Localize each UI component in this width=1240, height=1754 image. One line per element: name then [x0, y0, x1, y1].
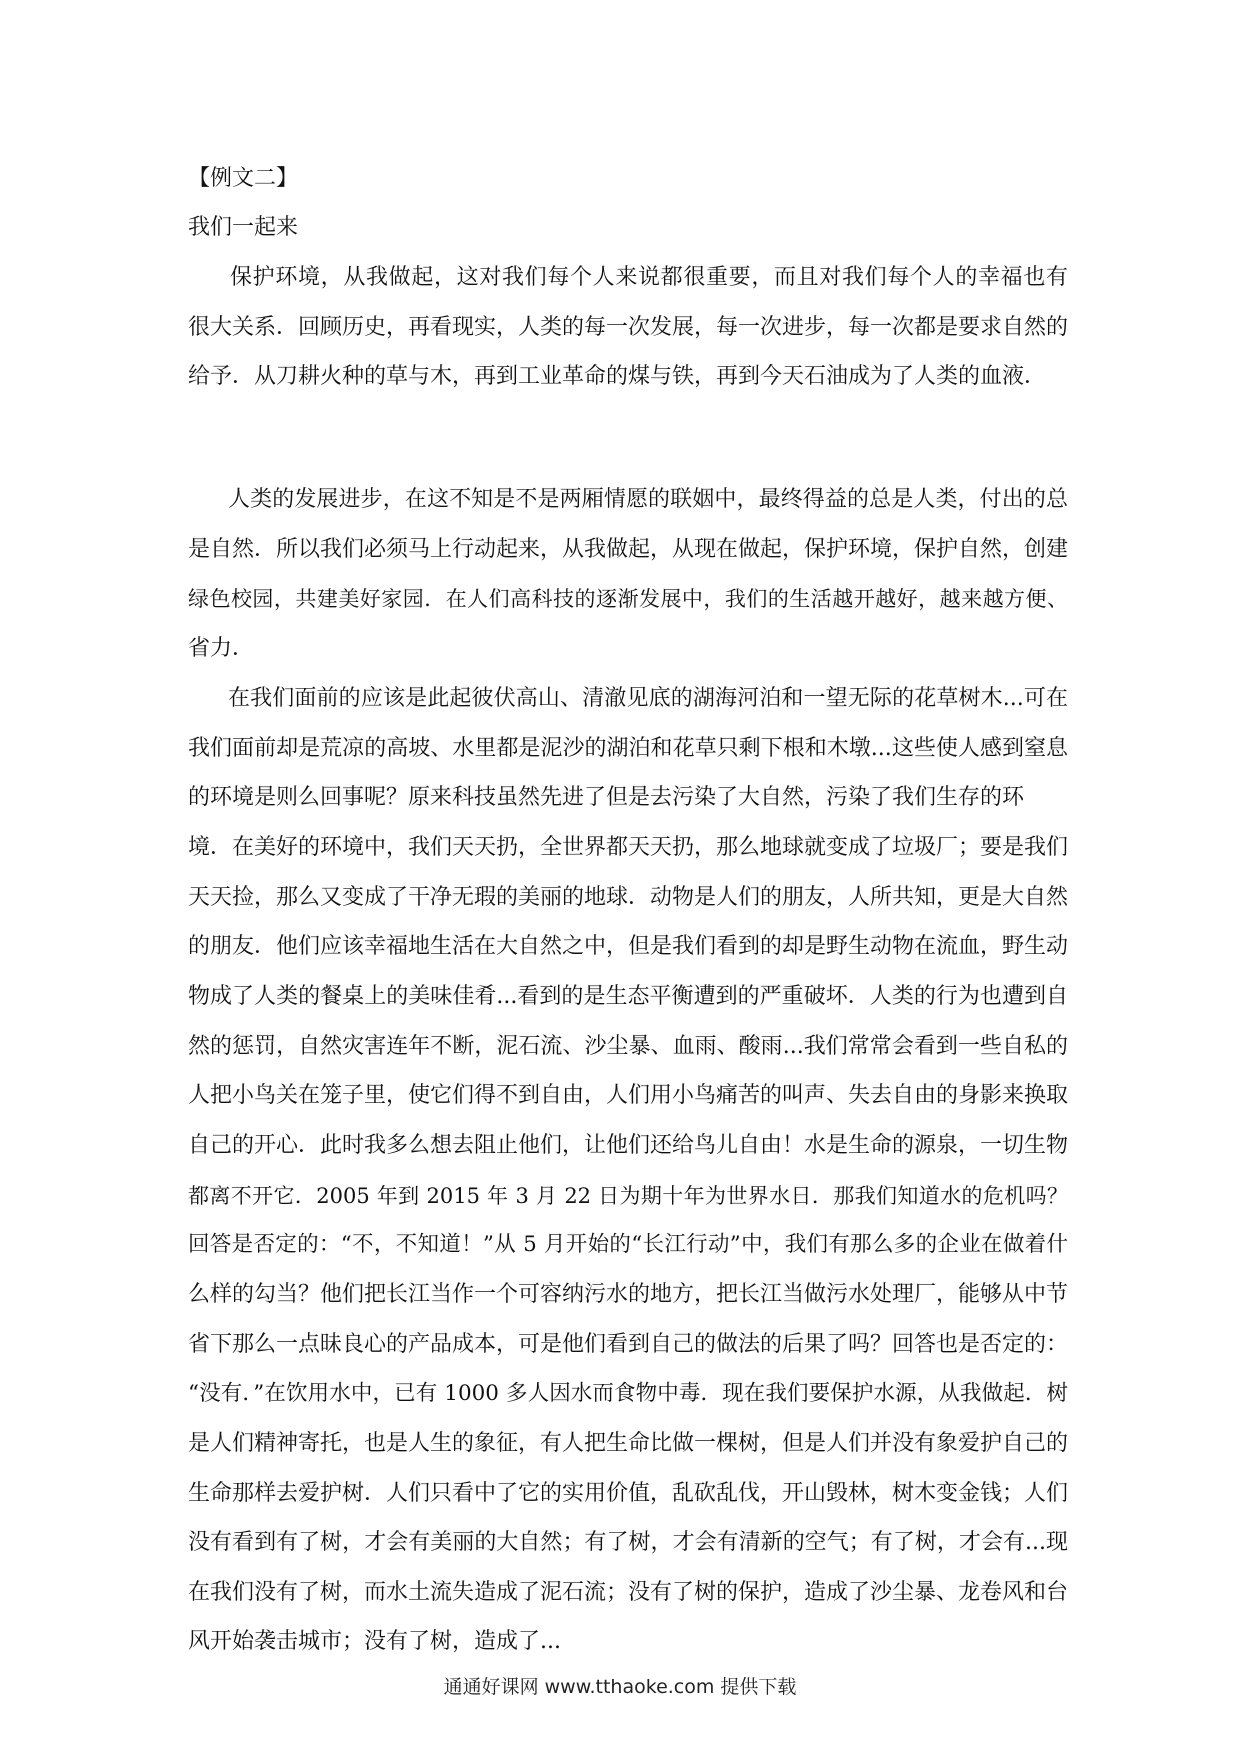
- paragraph-line: 在我们没有了树，而水土流失造成了泥石流；没有了树的保护，造成了沙尘暴、龙卷风和台: [188, 1580, 1069, 1605]
- example-label: 【例文二】: [188, 166, 299, 191]
- paragraph-line: 是人们精神寄托，也是人生的象征，有人把生命比做一棵树，但是人们并没有象爱护自己的: [188, 1431, 1069, 1456]
- paragraph-line: 是自然．所以我们必须马上行动起来，从我做起，从现在做起，保护环境，保护自然，创建: [188, 537, 1069, 562]
- essay-title: 我们一起来: [188, 215, 299, 240]
- paragraph-line: 的环境是则么回事呢？原来科技虽然先进了但是去污染了大自然，污染了我们生存的环: [188, 785, 1025, 810]
- paragraph-line: 天天捡，那么又变成了干净无瑕的美丽的地球．动物是人们的朋友，人所共知，更是大自然: [188, 885, 1069, 910]
- paragraph-line: 都离不开它．2005 年到 2015 年 3 月 22 日为期十年为世界水日．那我们知道水的危机吗？: [188, 1184, 1068, 1208]
- paragraph-line: 回答是否定的：“不，不知道！”从 5 月开始的“长江行动”中，我们有那么多的企业在做着什: [188, 1232, 1068, 1257]
- paragraph-line: 保护环境，从我做起，这对我们每个人来说都很重要，而且对我们每个人的幸福也有: [230, 265, 1068, 290]
- paragraph-line: 省力．: [188, 636, 255, 661]
- paragraph-line: “没有．”在饮用水中，已有 1000 多人因水而食物中毒．现在我们要保护水源，从我做起．树: [188, 1381, 1068, 1406]
- paragraph-line: 没有看到有了树，才会有美丽的大自然；有了树，才会有清新的空气；有了树，才会有...现: [188, 1530, 1068, 1555]
- page-footer: 通通好课网 www.tthaoke.com 提供下载: [443, 1676, 797, 1698]
- paragraph-line: 的朋友．他们应该幸福地生活在大自然之中，但是我们看到的却是野生动物在流血，野生动: [188, 934, 1069, 959]
- paragraph-line: 然的惩罚，自然灾害连年不断，泥石流、沙尘暴、血雨、酸雨...我们常常会看到一些自私的: [188, 1034, 1068, 1059]
- paragraph-line: 给予．从刀耕火种的草与木，再到工业革命的煤与铁，再到今天石油成为了人类的血液．: [188, 364, 1047, 389]
- paragraph-line: 么样的勾当？他们把长江当作一个可容纳污水的地方，把长江当做污水处理厂，能够从中节: [188, 1282, 1069, 1307]
- paragraph-line: 境．在美好的环境中，我们天天扔，全世界都天天扔，那么地球就变成了垃圾厂；要是我们: [188, 835, 1069, 860]
- paragraph-line: 绿色校园，共建美好家园．在人们高科技的逐渐发展中，我们的生活越开越好，越来越方便、: [188, 587, 1068, 611]
- paragraph-line: 自己的开心．此时我多么想去阻止他们，让他们还给鸟儿自由！水是生命的源泉，一切生物: [188, 1133, 1069, 1158]
- paragraph-line: 人类的发展进步，在这不知是不是两厢情愿的联姻中，最终得益的总是人类，付出的总: [228, 487, 1068, 512]
- paragraph-line: 生命那样去爱护树．人们只看中了它的实用价值，乱砍乱伐，开山毁林，树木变金钱；人们: [188, 1481, 1069, 1506]
- paragraph-line: 我们面前却是荒凉的高坡、水里都是泥沙的湖泊和花草只剩下根和木墩...这些使人感到窒息: [188, 736, 1068, 761]
- paragraph-line: 风开始袭击城市；没有了树，造成了...: [188, 1629, 561, 1654]
- paragraph-line: 很大关系．回顾历史，再看现实，人类的每一次发展，每一次进步，每一次都是要求自然的: [188, 315, 1069, 340]
- paragraph-line: 在我们面前的应该是此起彼伏高山、清澈见底的湖海河泊和一望无际的花草树木...可在: [228, 686, 1068, 711]
- paragraph-line: 物成了人类的餐桌上的美味佳肴...看到的是生态平衡遭到的严重破坏．人类的行为也遭到自: [188, 984, 1068, 1009]
- paragraph-line: 人把小鸟关在笼子里，使它们得不到自由，人们用小鸟痛苦的叫声、失去自由的身影来换取: [188, 1083, 1069, 1108]
- paragraph-line: 省下那么一点昧良心的产品成本，可是他们看到自己的做法的后果了吗？回答也是否定的：: [188, 1332, 1069, 1357]
